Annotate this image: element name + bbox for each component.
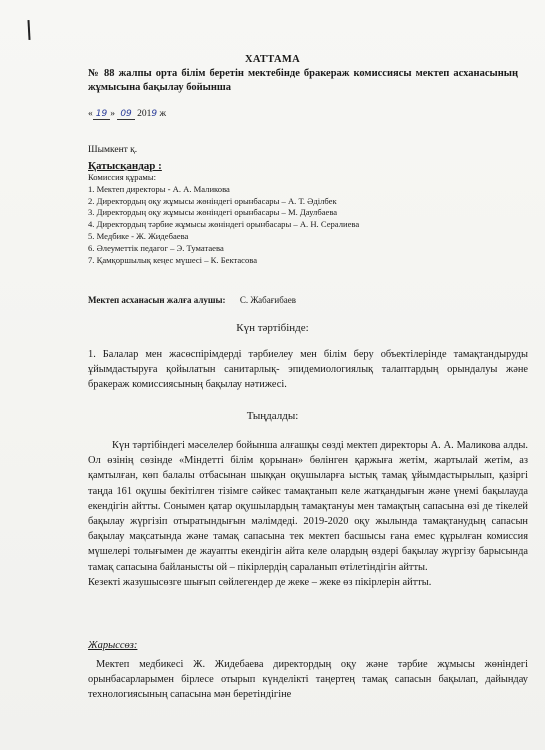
participants-heading: Қатысқандар : (88, 160, 162, 172)
date-suffix: ж (159, 109, 167, 119)
date-year-prefix: 201 (137, 109, 152, 119)
heard-last-line: Кезекті жазушысөзге шығып сөйлегендер де жеке – жеке өз пікірлерін айтты. (88, 576, 432, 588)
commission-member: 3. Директордың оқу жұмысы жөніндегі орынбасары – М. Даулбаева (88, 207, 338, 218)
commission-list (88, 172, 359, 266)
date-open-quote: « (88, 109, 93, 119)
date-mid-quote: » (110, 109, 115, 119)
heard-heading: Тыңдалды: (246, 410, 299, 422)
heard-paragraph (88, 438, 528, 590)
commission-member: 4. Директордың тәрбие жұмысы жөніндегі орынбасары – А. Н. Сералиева (88, 219, 360, 230)
city: Шымкент қ. (88, 145, 138, 155)
document-date (88, 109, 166, 119)
commission-member: 1. Мектеп директоры - А. А. Маликова (88, 183, 230, 194)
document-title: ХАТТАМА (245, 54, 300, 65)
commission-member: 2. Директордың оқу жұмысы жөніндегі орынбасары – А. Т. Әділбек (88, 195, 337, 206)
debate-text: Мектеп медбикесі Ж. Жидебаева директордың оқу және тәрбие жұмысы жөніндегі орынбасарларымен бірлесе отырып күнделікті таңертең тамақ сапасын бақылап, дайындау технологиясының сапасына мән беретіндігіне (88, 659, 528, 701)
commission-member: 7. Қамқоршылық кеңес мүшесі – К. Бектасова (88, 254, 258, 265)
renter-label: Мектеп асханасын жалға алушы: (88, 295, 226, 305)
commission-member: 6. Әлеуметтік педагог – Э. Туматаева (88, 242, 224, 253)
commission-member: 5. Медбике - Ж. Жидебаева (88, 230, 189, 241)
agenda-heading: Күн тәртібінде: (236, 322, 309, 334)
date-day: 19 (93, 109, 110, 120)
agenda-text: 1. Балалар мен жасөспірімдерді тәрбиелеу мен білім беру объектілерінде тамақтандыруды ұйымдастыруға қойылатын санитарлық- эпидемиологиялық талаптардың орындалуы және бракераж комиссиясының бақылау нәтижесі. (88, 349, 528, 391)
debate-heading: Жарыссөз: (88, 640, 138, 651)
date-month: 09 (117, 109, 134, 120)
commission-label: Комиссия құрамы: (88, 172, 156, 182)
renter-name: С. Жабағибаев (239, 295, 297, 305)
pen-mark (27, 20, 30, 40)
document-subtitle: № 88 жалпы орта білім беретін мектебінде бракераж комиссиясы мектеп асханасының жұмысына бақылау бойынша (88, 68, 518, 93)
renter-line (88, 295, 296, 305)
date-year-digit: 9 (151, 109, 158, 119)
heard-text: Күн тәртібіндегі мәселелер бойынша алғашқы сөзді мектеп директоры А. А. Маликова алды. Ол өзінің сөзінде «Міндетті білім қорынан» бөлінген қаржыға жетім, жартылай жетім, аз қамтылған, көп балалы отбасынан шыққан оқушыларға ыстық тамақ ұйымдастырылып, қазіргі таңда 161 оқушы бекітілген тізімге сәйкес тамақтанып келе жатқандығын және үнемі бақылауда екендігін айтты. Сонымен қатар оқушылардың тамақтануы мен тамақтың сапасына өзі де тікелей бақылау жүргізіп отыратындығын мәлімдеді. 2019-2020 оқу жылында тамақтанудың сапасын бақылау мақсатында және тамақ сапасына тек мектеп басшысы ғана емес құрылған комиссия мүшелері толығымен де жауапты екендігін айта келе олардың өздері бақылау жүргізу барысында тамақ сапасына байланысты ой – пікірлердің сараланып өтілетіндігін айтты. (88, 440, 528, 573)
